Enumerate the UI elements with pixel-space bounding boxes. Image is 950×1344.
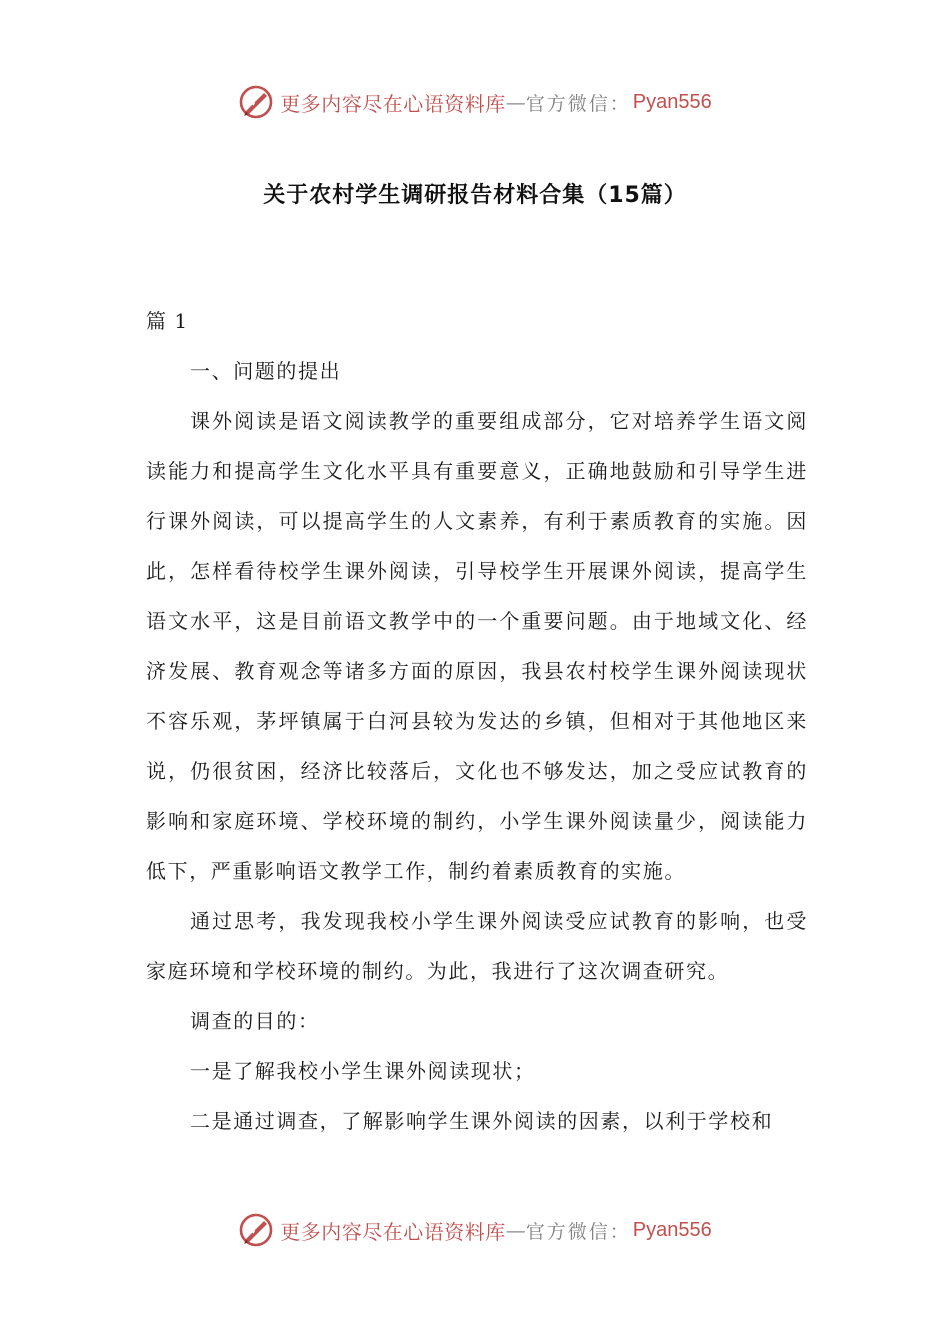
banner-dash: — bbox=[505, 90, 526, 114]
banner-dash: — bbox=[505, 1218, 526, 1242]
footer-watermark bbox=[0, 1210, 950, 1250]
document-body bbox=[146, 296, 808, 1146]
paragraph: 通过思考，我发现我校小学生课外阅读受应试教育的影响，也受家庭环境和学校环境的制约。为此，我进行了这次调查研究。 bbox=[146, 909, 808, 983]
wechat-id: Pyan556 bbox=[632, 90, 712, 113]
brand-name: 更多内容尽在心语资料库 bbox=[280, 1219, 506, 1244]
paragraph: 一是了解我校小学生课外阅读现状； bbox=[190, 1059, 536, 1083]
section-label: 篇 1 bbox=[146, 309, 189, 333]
brand-name: 更多内容尽在心语资料库 bbox=[280, 91, 506, 116]
paragraph: 调查的目的： bbox=[190, 1009, 320, 1033]
pen-logo-icon bbox=[238, 1212, 274, 1248]
pen-logo-icon bbox=[238, 84, 274, 120]
document-title: 关于农村学生调研报告材料合集（15篇） bbox=[263, 183, 687, 208]
paragraph: 课外阅读是语文阅读教学的重要组成部分，它对培养学生语文阅读能力和提高学生文化水平具有重要意义，正确地鼓励和引导学生进行课外阅读，可以提高学生的人文素养，有利于素质教育的实施。因此，怎样看待校学生课外阅读，引导校学生开展课外阅读，提高学生语文水平，这是目前语文教学中的一个重要问题。由于地域文化、经济发展、教育观念等诸多方面的原因，我县农村校学生课外阅读现状不容乐观，茅坪镇属于白河县较为发达的乡镇，但相对于其他地区来说，仍很贫困，经济比较落后，文化也不够发达，加之受应试教育的影响和家庭环境、学校环境的制约，小学生课外阅读量少，阅读能力低下，严重影响语文教学工作，制约着素质教育的实施。 bbox=[146, 409, 808, 883]
header-watermark bbox=[0, 82, 950, 122]
official-wechat-label: 官方微信： bbox=[525, 92, 631, 115]
official-wechat-label: 官方微信： bbox=[525, 1220, 631, 1243]
wechat-id: Pyan556 bbox=[632, 1218, 712, 1241]
heading-problem: 一、问题的提出 bbox=[190, 359, 342, 383]
paragraph: 二是通过调查，了解影响学生课外阅读的因素，以利于学校和 bbox=[190, 1109, 774, 1133]
